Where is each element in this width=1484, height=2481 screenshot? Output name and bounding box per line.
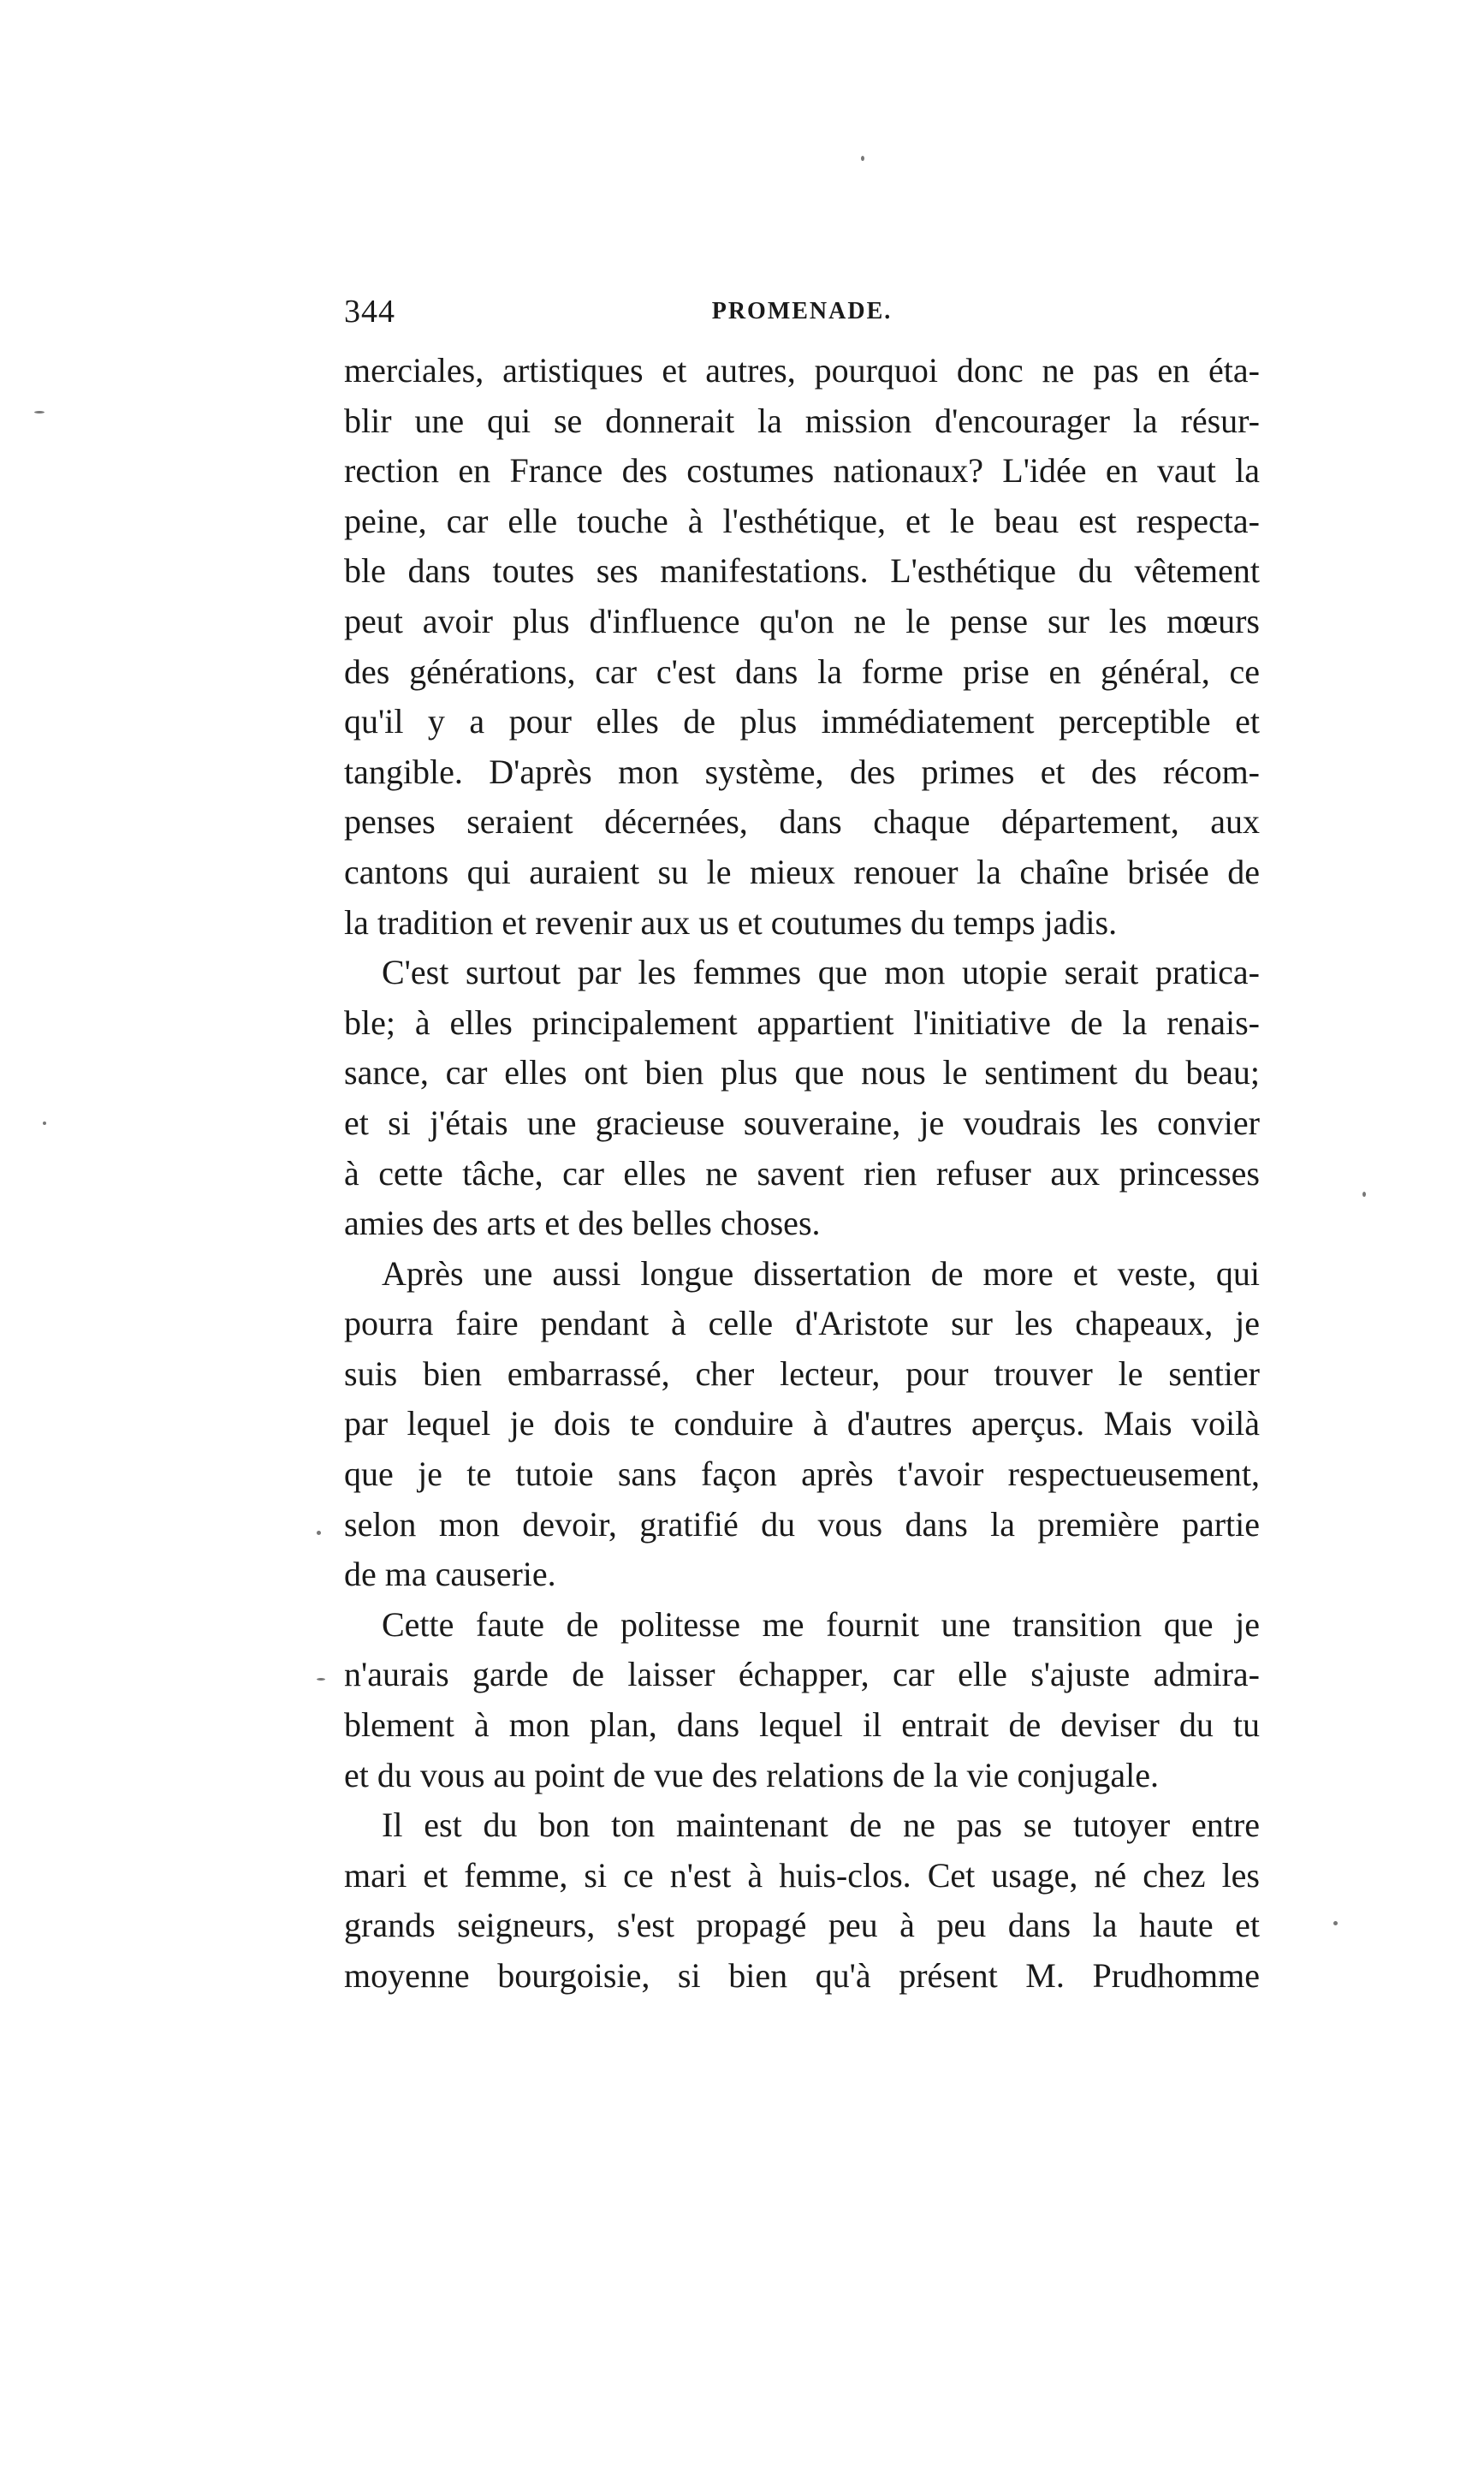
text-line: selon mon devoir, gratifié du vous dans la première partie	[344, 1504, 1260, 1544]
text-line: merciales, artistiques et autres, pourquoi donc ne pas en éta-	[344, 351, 1260, 390]
text-line: blement à mon plan, dans lequel il entrait de deviser du tu	[344, 1705, 1260, 1745]
body-text	[344, 346, 1260, 2002]
text-line: que je te tutoie sans façon après t'avoir respectueusement,	[344, 1455, 1260, 1494]
text-line: penses seraient décernées, dans chaque département, aux	[344, 802, 1260, 842]
text-line: moyenne bourgoisie, si bien qu'à présent M. Prudhomme	[344, 1956, 1260, 1995]
text-line: et si j'étais une gracieuse souveraine, je voudrais les convier	[344, 1103, 1260, 1142]
text-line: sance, car elles ont bien plus que nous le sentiment du beau;	[344, 1053, 1260, 1092]
scan-speck	[317, 1531, 321, 1535]
text-line: Cette faute de politesse me fournit une transition que je	[382, 1604, 1260, 1644]
text-line: peine, car elle touche à l'esthétique, et le beau est respecta-	[344, 501, 1260, 540]
running-title: PROMENADE.	[711, 298, 893, 324]
text-line: suis bien embarrassé, cher lecteur, pour trouver le sentier	[344, 1354, 1260, 1393]
text-line: ble dans toutes ses manifestations. L'esthétique du vêtement	[344, 551, 1260, 591]
scan-speck	[1362, 1192, 1366, 1197]
text-line: la tradition et revenir aux us et coutumes du temps jadis.	[344, 902, 1118, 942]
scan-speck	[861, 156, 864, 161]
text-line: ble; à elles principalement appartient l'initiative de la renais-	[344, 1003, 1260, 1042]
text-line: rection en France des costumes nationaux? L'idée en vaut la	[344, 451, 1260, 491]
text-line: C'est surtout par les femmes que mon utopie serait pratica-	[382, 953, 1260, 992]
text-line: blir une qui se donnerait la mission d'encourager la résur-	[344, 401, 1260, 440]
running-head	[344, 293, 1260, 336]
page-number: 344	[344, 294, 395, 330]
text-line: mari et femme, si ce n'est à huis-clos. Cet usage, né chez les	[344, 1855, 1260, 1895]
scan-speck	[317, 1678, 325, 1681]
text-line: cantons qui auraient su le mieux renouer la chaîne brisée de	[344, 852, 1260, 891]
text-line: n'aurais garde de laisser échapper, car elle s'ajuste admira-	[344, 1655, 1260, 1694]
text-line: qu'il y a pour elles de plus immédiatement perceptible et	[344, 702, 1260, 741]
text-line: grands seigneurs, s'est propagé peu à peu dans la haute et	[344, 1906, 1260, 1945]
text-line: Il est du bon ton maintenant de ne pas se tutoyer entre	[382, 1806, 1260, 1845]
text-line: pourra faire pendant à celle d'Aristote sur les chapeaux, je	[344, 1304, 1260, 1343]
scan-speck	[34, 411, 45, 414]
text-line: par lequel je dois te conduire à d'autres aperçus. Mais voilà	[344, 1404, 1260, 1443]
text-line: des générations, car c'est dans la forme prise en général, ce	[344, 651, 1260, 691]
text-line: à cette tâche, car elles ne savent rien refuser aux princesses	[344, 1153, 1260, 1193]
scan-speck	[1333, 1921, 1338, 1925]
text-line: Après une aussi longue dissertation de more et veste, qui	[382, 1253, 1260, 1293]
scan-speck	[43, 1122, 46, 1125]
text-line: peut avoir plus d'influence qu'on ne le pense sur les mœurs	[344, 601, 1260, 640]
text-line: de ma causerie.	[344, 1555, 556, 1594]
text-line: tangible. D'après mon système, des primes et des récom-	[344, 752, 1260, 791]
text-line: amies des arts et des belles choses.	[344, 1204, 821, 1243]
text-line: et du vous au point de vue des relations de la vie conjugale.	[344, 1755, 1159, 1794]
